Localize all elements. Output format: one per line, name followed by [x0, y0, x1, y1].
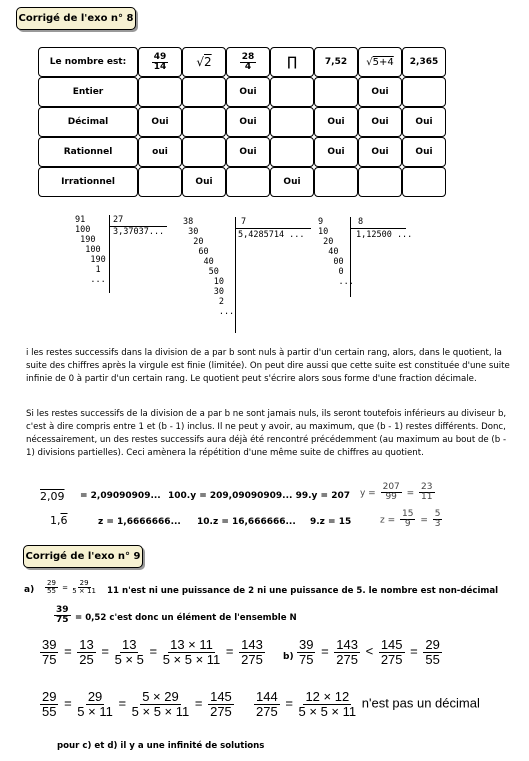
cell — [182, 107, 226, 137]
cell — [182, 137, 226, 167]
equation-144-275: $\frac{144}{275}$ = $\frac{12 \times 12}{5 \times 5 \times 11}$ n'est pas un décimal — [256, 689, 480, 719]
col-sqrt2: √2 — [182, 47, 226, 77]
cell: Oui — [358, 137, 402, 167]
row-label: Le nombre est: — [38, 47, 138, 77]
col-7-52: 7,52 — [314, 47, 358, 77]
row-label: Entier — [38, 77, 138, 107]
table-row-entier — [38, 77, 446, 107]
number-classification-table — [38, 47, 446, 197]
ex9-a2-fraction: $\frac{39}{75}$ — [56, 605, 69, 626]
cell: Oui — [358, 107, 402, 137]
division-dividend: 91 100 190 100 190 1 ... — [75, 215, 106, 285]
expansion: = 2,09090909... — [80, 491, 161, 501]
notation: 2,09 — [40, 490, 65, 503]
exo8-header: Corrigé de l'exo n° 8 — [16, 7, 136, 30]
equation-39-75: $\frac{39}{75}$ = $\frac{13}{25}$ = $\frac{13}{5 \times 5}$ = $\frac{13 \times 11}{5 \times 5 \times 11}$ = $\frac{143}{275}$ — [42, 637, 263, 667]
cell — [314, 77, 358, 107]
cell — [314, 167, 358, 197]
division-quotient: 3,37037... — [113, 227, 165, 237]
cell: Oui — [358, 77, 402, 107]
division-91-27 — [75, 215, 165, 285]
division-dividend: 38 30 20 60 40 50 10 30 2 ... — [183, 217, 235, 317]
ex9-a-text: 11 n'est ni une puissance de 2 ni une puissance de 5. le nombre est non-décimal — [107, 586, 499, 596]
row-label: Rationnel — [38, 137, 138, 167]
cell: Oui — [226, 77, 270, 107]
expansion: z = 1,6666666... — [98, 517, 181, 527]
cell: Oui — [402, 137, 446, 167]
col-49-14: $\frac{49}{14}$ — [138, 47, 182, 77]
notation: 1,6 — [50, 514, 68, 527]
cell: Oui — [314, 137, 358, 167]
cell: Oui — [182, 167, 226, 197]
repeating-line-2 — [50, 509, 520, 534]
table-header-row — [38, 47, 446, 77]
cell — [402, 77, 446, 107]
table-row-irrationnel — [38, 167, 446, 197]
table-row-rationnel — [38, 137, 446, 167]
ex9-b-label: b) — [283, 652, 294, 662]
division-divisor: 27 — [113, 215, 124, 225]
ex9-a-label: a) — [24, 585, 35, 595]
cell: Oui — [226, 137, 270, 167]
col-sqrt5plus4: √5+4 — [358, 47, 402, 77]
division-dividend: 9 10 20 40 00 0 ... — [318, 217, 354, 287]
result-fraction: z = $\frac{15}{9}$ = $\frac{5}{3}$ — [380, 509, 441, 530]
col-28-4: $\frac{28}{4}$ — [226, 47, 270, 77]
equation-comparison: $\frac{39}{75}$ = $\frac{143}{275}$ < $\frac{145}{275}$ = $\frac{29}{55}$ — [299, 637, 440, 667]
exo9-header: Corrigé de l'exo n° 9 — [23, 545, 143, 568]
cell — [402, 167, 446, 197]
division-divisor: 8 — [358, 217, 364, 227]
paragraph-finite: i les restes successifs dans la division de a par b sont nuls à partir d'un certain rang, alors, dans le quotient, la suite des chiffres après la virgule est finie (limitée). On peut dire aussi que cette suite est constituée d'une suite infinie de 0 à partir d'un certain rang. Le quotient peut s'écrire alors sous forme d'une fraction décimale. — [26, 348, 510, 384]
division-38-7 — [183, 217, 305, 317]
row-label: Décimal — [38, 107, 138, 137]
result-fraction: y = $\frac{207}{99}$ = $\frac{23}{11}$ — [360, 482, 433, 503]
cell: Oui — [402, 107, 446, 137]
final-note: pour c) et d) il y a une infinité de solutions — [57, 741, 265, 751]
cell: Oui — [138, 107, 182, 137]
col-2-365: 2,365 — [402, 47, 446, 77]
ex9-a-fraction: $\frac{29}{55}$ = $\frac{29}{5 \times 11}$ — [47, 579, 96, 596]
division-quotient: 5,4285714 ... — [238, 230, 305, 240]
ex9-a2-text: = 0,52 c'est donc un élément de l'ensemble N — [75, 613, 297, 623]
computation: 100.y = 209,09090909... 99.y = 207 — [168, 491, 350, 501]
computation-2: 9.z = 15 — [310, 517, 352, 527]
equation-29-55: $\frac{29}{55}$ = $\frac{29}{5 \times 11}$ = $\frac{5 \times 29}{5 \times 5 \times 11}$ = $\frac{145}{275}$ — [42, 689, 232, 719]
cell — [138, 77, 182, 107]
cell — [358, 167, 402, 197]
table-row-decimal — [38, 107, 446, 137]
paragraph-repeating: Si les restes successifs de la division de a par b ne sont jamais nuls, ils seront toutefois inférieurs au diviseur b, c'est à dire compris entre 1 et (b - 1) inclus. Il ne peut y avoir, au maximum, que (b - 1) restes différents. Donc, nécessairement, un des restes successifs aura déjà été rencontré précédemment (au maximum au bout de (b - 1) divisions partielles). Ceci amènera la répétition d'une même suite de chiffres au quotient. — [26, 409, 507, 458]
cell — [270, 77, 314, 107]
cell — [270, 137, 314, 167]
cell: Oui — [226, 107, 270, 137]
cell — [182, 77, 226, 107]
cell — [138, 167, 182, 197]
computation: 10.z = 16,666666... — [197, 517, 296, 527]
division-quotient: 1,12500 ... — [356, 230, 413, 240]
row-label: Irrationnel — [38, 167, 138, 197]
cell: Oui — [270, 167, 314, 197]
not-decimal-text: n'est pas un décimal — [361, 695, 480, 711]
cell: oui — [138, 137, 182, 167]
division-9-8 — [318, 217, 413, 287]
cell — [226, 167, 270, 197]
col-pi: ∏ — [270, 47, 314, 77]
cell: Oui — [314, 107, 358, 137]
cell — [270, 107, 314, 137]
repeating-line-1 — [40, 482, 520, 508]
division-divisor: 7 — [241, 217, 247, 227]
